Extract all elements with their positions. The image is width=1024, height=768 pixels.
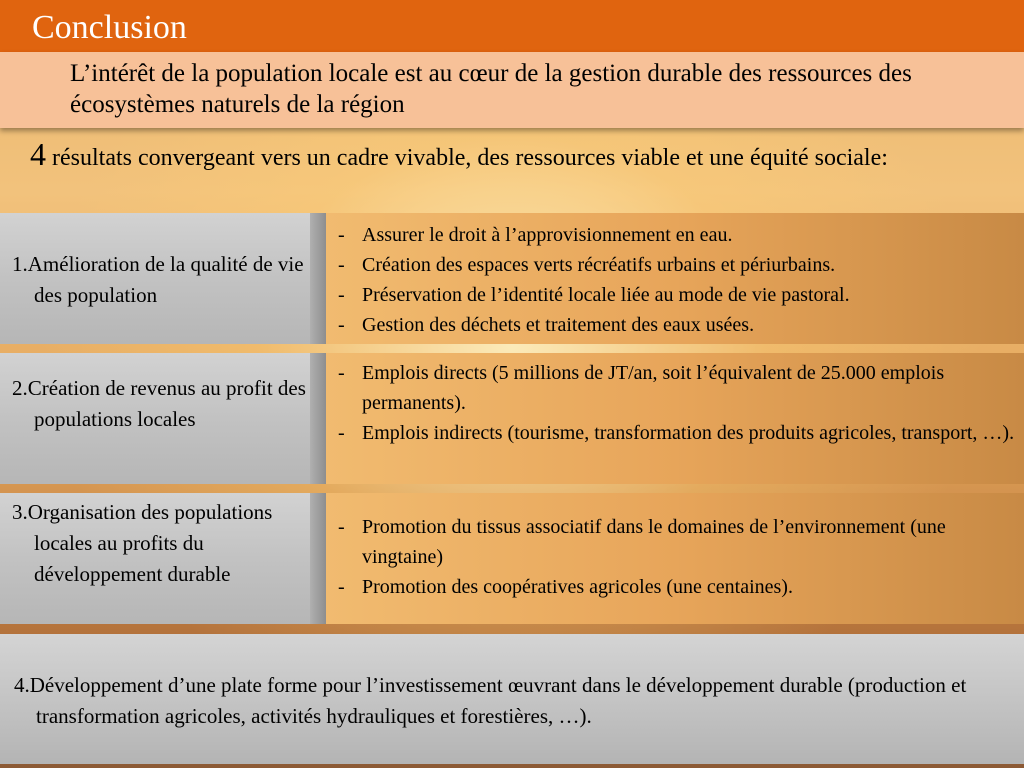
- result-4-cell: [0, 634, 1024, 764]
- result-1-details-cell: [326, 213, 1024, 344]
- result-3-details-cell: [326, 493, 1024, 624]
- slide-subtitle: L’intérêt de la population locale est au cœur de la gestion durable des ressources des écosystèmes naturels de la région: [70, 60, 912, 118]
- result-3-label-cell: [0, 493, 326, 624]
- result-1-label-cell: [0, 213, 326, 344]
- list-item: - Préservation de l’identité locale liée au mode de vie pastoral.: [338, 284, 850, 306]
- list-item: - Emplois directs (5 millions de JT/an, soit l’équivalent de 25.000 emplois permanents).: [338, 362, 945, 414]
- result-3-label: 3.Organisation des populations locales au profits du développement durable: [12, 500, 273, 586]
- result-2-label: 2.Création de revenus au profit des populations locales: [12, 376, 306, 431]
- list-item: - Emplois indirects (tourisme, transformation des produits agricoles, transport, …).: [338, 422, 1015, 444]
- intro-text: résultats convergeant vers un cadre vivable, des ressources viable et une équité sociale:: [46, 145, 888, 171]
- list-item: - Création des espaces verts récréatifs urbains et périurbains.: [338, 254, 836, 276]
- subtitle-band: [0, 52, 1024, 128]
- result-2-label-cell: [0, 353, 326, 484]
- result-2-details-cell: [326, 353, 1024, 484]
- list-item: - Promotion du tissus associatif dans le domaines de l’environnement (une vingtaine): [338, 516, 946, 568]
- result-4-label: 4.Développement d’une plate forme pour l’investissement œuvrant dans le développement durable (production et transformation agricoles, activités hydrauliques et forestières, …).: [14, 673, 967, 728]
- title-bar: [0, 0, 1024, 52]
- result-3-bullet-list: [338, 512, 1018, 602]
- intro-number: 4: [30, 136, 46, 172]
- list-item: - Gestion des déchets et traitement des eaux usées.: [338, 314, 755, 336]
- slide-title: Conclusion: [32, 9, 187, 46]
- result-1-label: 1.Amélioration de la qualité de vie des population: [12, 252, 304, 307]
- result-2-bullet-list: [338, 358, 1018, 448]
- result-1-bullet-list: [338, 220, 1018, 340]
- intro-statement: [30, 136, 990, 177]
- list-item: - Promotion des coopératives agricoles (une centaines).: [338, 576, 793, 598]
- list-item: - Assurer le droit à l’approvisionnement en eau.: [338, 224, 733, 246]
